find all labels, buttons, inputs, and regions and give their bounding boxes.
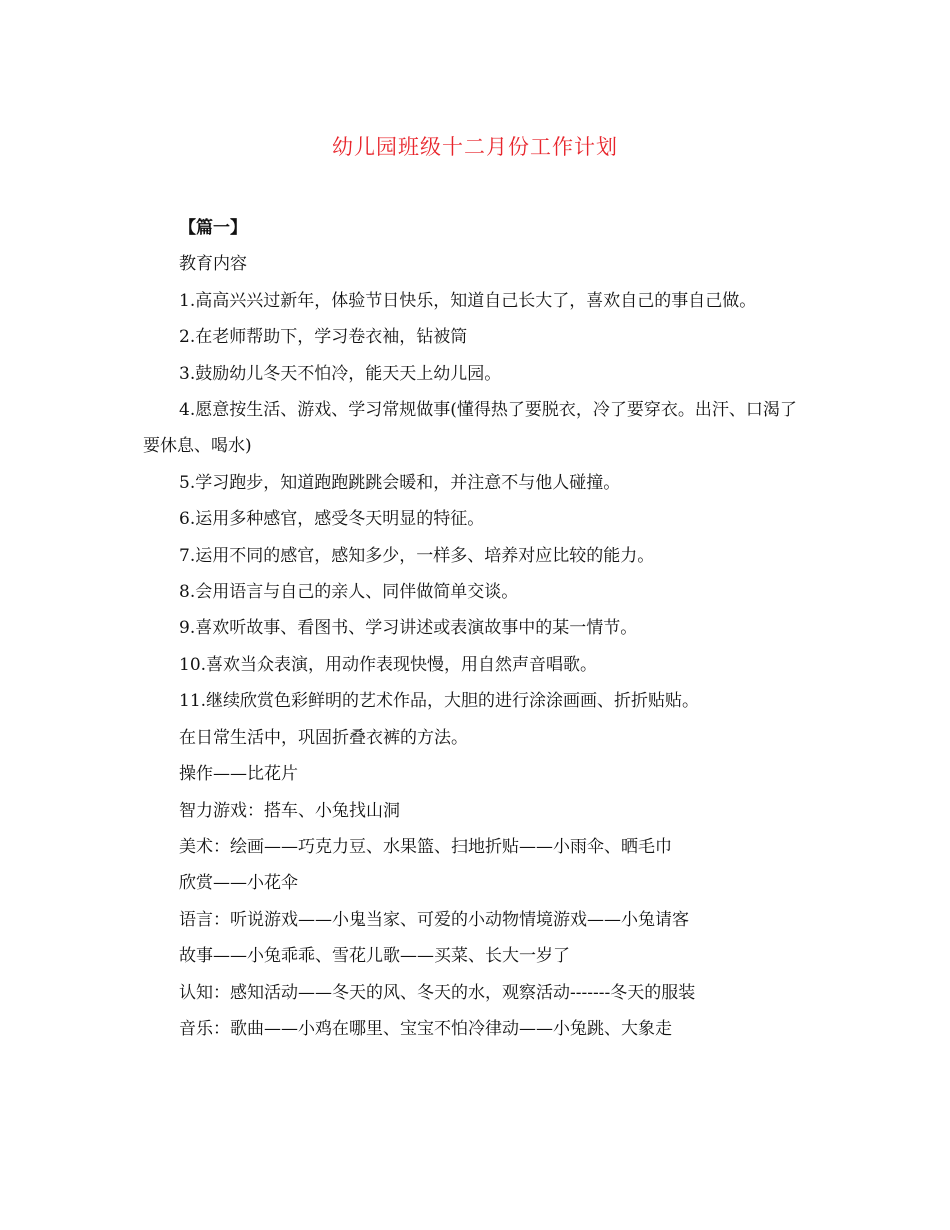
paragraph: 语言：听说游戏——小鬼当家、可爱的小动物情境游戏——小兔请客 [179, 909, 689, 930]
paragraph: 音乐：歌曲——小鸡在哪里、宝宝不怕冷律动——小兔跳、大象走 [179, 1018, 672, 1039]
paragraph: 故事——小兔乖乖、雪花儿歌——买菜、长大一岁了 [179, 946, 570, 967]
paragraph: 10.喜欢当众表演，用动作表现快慢，用自然声音唱歌。 [179, 654, 598, 675]
paragraph: 美术：绘画——巧克力豆、水果篮、扫地折贴——小雨伞、晒毛巾 [179, 836, 672, 857]
paragraph: 11.继续欣赏色彩鲜明的艺术作品，大胆的进行涂涂画画、折折贴贴。 [179, 691, 700, 712]
paragraph: 7.运用不同的感官，感知多少，一样多、培养对应比较的能力。 [179, 545, 655, 566]
paragraph: 教育内容 [179, 254, 247, 275]
paragraph: 智力游戏：搭车、小兔找山洞 [179, 800, 400, 821]
paragraph: 操作——比花片 [179, 764, 298, 785]
document-body [143, 210, 803, 1047]
paragraph: 认知：感知活动——冬天的风、冬天的水，观察活动-------冬天的服装 [179, 982, 696, 1003]
paragraph: 4.愿意按生活、游戏、学习常规做事(懂得热了要脱衣，冷了要穿衣。出汗、口渴了要休息、喝水) [143, 400, 797, 457]
paragraph: 2.在老师帮助下，学习卷衣袖，钻被筒 [179, 327, 468, 348]
paragraph: 6.运用多种感官，感受冬天明显的特征。 [179, 509, 485, 530]
section-heading: 【篇一】 [179, 218, 247, 238]
document-title: 幼儿园班级十二月份工作计划 [332, 135, 618, 159]
paragraph: 3.鼓励幼儿冬天不怕冷，能天天上幼儿园。 [179, 363, 502, 384]
paragraph: 9.喜欢听故事、看图书、学习讲述或表演故事中的某一情节。 [179, 618, 638, 639]
paragraph: 在日常生活中，巩固折叠衣裤的方法。 [179, 727, 468, 748]
paragraph: 5.学习跑步，知道跑跑跳跳会暖和，并注意不与他人碰撞。 [179, 472, 621, 493]
paragraph: 1.高高兴兴过新年，体验节日快乐，知道自己长大了，喜欢自己的事自己做。 [179, 290, 757, 311]
paragraph: 欣赏——小花伞 [179, 873, 298, 894]
paragraph: 8.会用语言与自己的亲人、同伴做简单交谈。 [179, 582, 519, 603]
